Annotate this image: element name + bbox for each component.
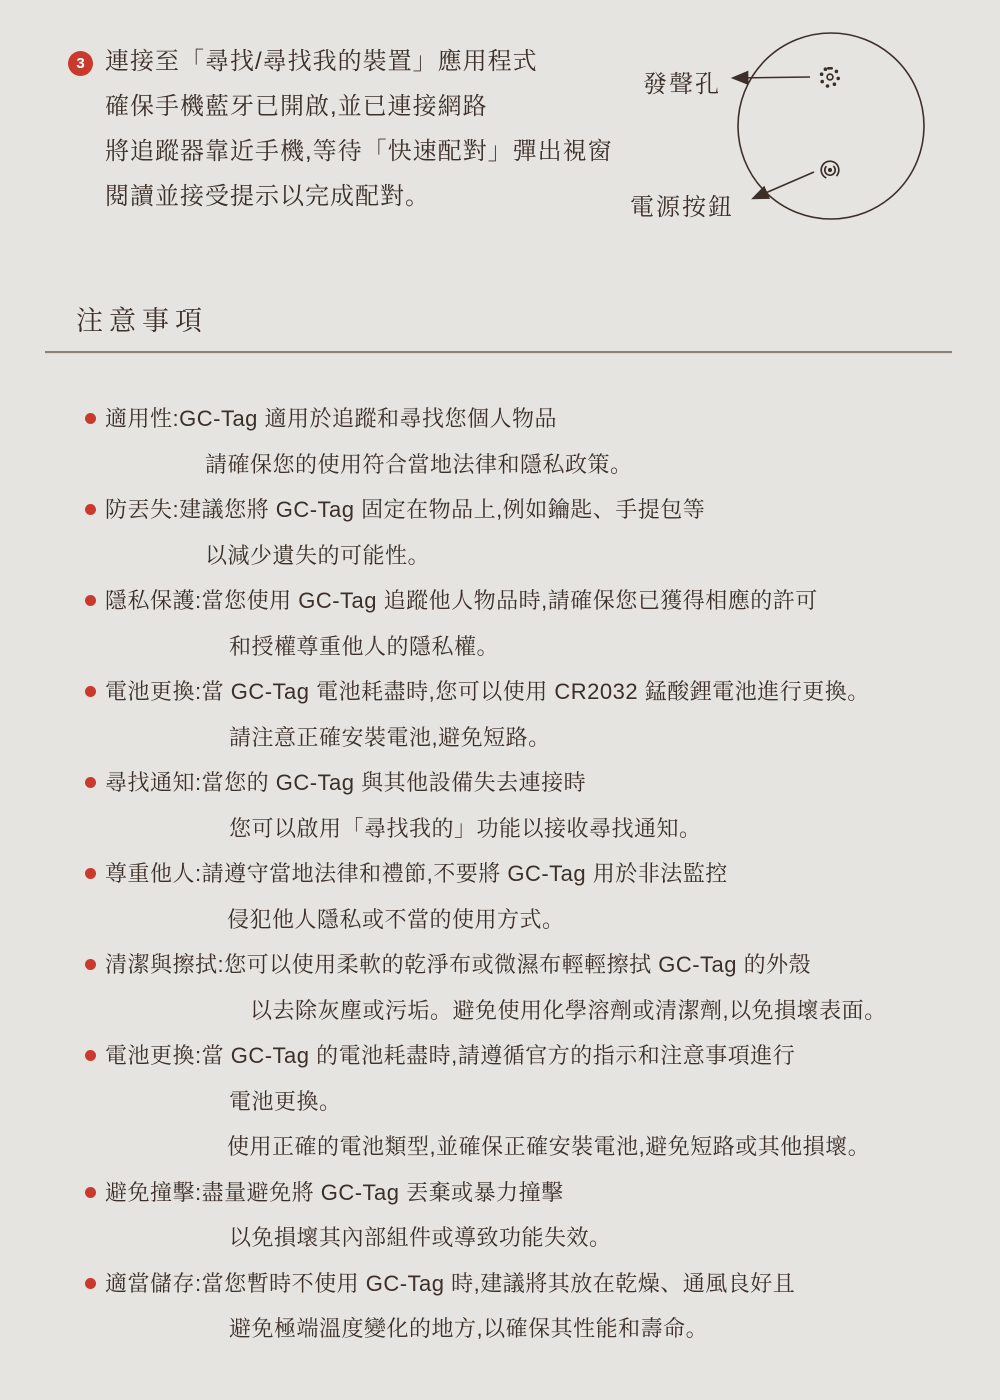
note-item [105, 487, 975, 578]
note-text [105, 760, 975, 851]
note-text [105, 578, 975, 669]
note-text [105, 487, 975, 578]
notes-list [105, 396, 975, 1352]
bullet-icon [85, 777, 96, 788]
bullet-icon [85, 1050, 96, 1061]
note-line: 避免極端溫度變化的地方,以確保其性能和壽命。 [229, 1316, 709, 1341]
step-instruction-line: 將追蹤器靠近手機,等待「快速配對」彈出視窗 [105, 138, 613, 165]
bullet-icon [85, 959, 96, 970]
bullet-icon [85, 868, 96, 879]
pairing-step-instructions [105, 39, 665, 219]
note-line: 尋找通知:當您的 GC-Tag 與其他設備失去連接時 [105, 770, 587, 795]
note-text [105, 942, 975, 1033]
note-line: 隱私保護:當您使用 GC-Tag 追蹤他人物品時,請確保您已獲得相應的許可 [105, 588, 818, 613]
bullet-icon [85, 686, 96, 697]
step-instruction-line: 閱讀並接受提示以完成配對。 [105, 183, 430, 210]
note-line: 防丟失:建議您將 GC-Tag 固定在物品上,例如鑰匙、手提包等 [105, 497, 706, 522]
note-line: 侵犯他人隱私或不當的使用方式。 [227, 906, 565, 932]
speaker-holes-icon [820, 67, 840, 88]
step-instruction-line: 連接至「尋找/尋找我的裝置」應用程式 [105, 48, 538, 75]
note-line: 請確保您的使用符合當地法律和隱私政策。 [205, 451, 633, 477]
note-text [105, 1261, 975, 1352]
note-line: 以去除灰塵或污垢。避免使用化學溶劑或清潔劑,以免損壞表面。 [250, 997, 887, 1023]
section-title: 注意事項 [76, 306, 208, 336]
bullet-icon [85, 1278, 96, 1289]
bullet-icon [85, 504, 96, 515]
speaker-hole-label: 發聲孔 [643, 71, 721, 98]
note-line: 清潔與擦拭:您可以使用柔軟的乾淨布或微濕布輕輕擦拭 GC-Tag 的外殼 [105, 952, 812, 977]
power-button-label: 電源按鈕 [630, 194, 734, 221]
note-item [105, 1033, 975, 1170]
note-line: 和授權尊重他人的隱私權。 [229, 633, 500, 659]
note-line: 以減少遺失的可能性。 [205, 542, 431, 568]
bullet-icon [85, 595, 96, 606]
note-item [105, 851, 975, 942]
note-text [105, 851, 975, 942]
note-item [105, 1170, 975, 1261]
note-text [105, 396, 975, 487]
device-body-circle [738, 33, 924, 219]
note-text [105, 1033, 975, 1170]
power-button-icon [818, 158, 841, 181]
section-divider [45, 351, 952, 354]
power-callout-arrow [754, 172, 814, 198]
note-line: 電池更換:當 GC-Tag 的電池耗盡時,請遵循官方的指示和注意事項進行 [105, 1043, 796, 1068]
note-line: 電池更換:當 GC-Tag 電池耗盡時,您可以使用 CR2032 錳酸鋰電池進行更換。 [105, 679, 870, 704]
step-number-badge: 3 [68, 51, 93, 76]
note-line: 避免撞擊:盡量避免將 GC-Tag 丟棄或暴力撞擊 [105, 1179, 564, 1205]
note-line: 以免損壞其內部組件或導致功能失效。 [229, 1225, 612, 1250]
note-line: 適當儲存:當您暫時不使用 GC-Tag 時,建議將其放在乾燥、通風良好且 [105, 1270, 796, 1296]
note-line: 適用性:GC-Tag 適用於追蹤和尋找您個人物品 [105, 406, 558, 431]
note-item [105, 669, 975, 760]
bullet-icon [85, 413, 96, 424]
note-line: 尊重他人:請遵守當地法律和禮節,不要將 GC-Tag 用於非法監控 [105, 861, 728, 886]
note-line: 電池更換。 [229, 1088, 342, 1114]
step-instruction-line: 確保手機藍牙已開啟,並已連接網路 [105, 93, 488, 120]
note-item [105, 578, 975, 669]
note-line: 請注意正確安裝電池,避免短路。 [229, 724, 551, 750]
note-item [105, 942, 975, 1033]
note-item [105, 760, 975, 851]
speaker-callout-arrow [734, 77, 810, 78]
note-line: 使用正確的電池類型,並確保正確安裝電池,避免短路或其他損壞。 [227, 1134, 871, 1159]
note-item [105, 1261, 975, 1352]
note-text [105, 1170, 975, 1261]
bullet-icon [85, 1187, 96, 1198]
note-item [105, 396, 975, 487]
note-text [105, 669, 975, 760]
note-line: 您可以啟用「尋找我的」功能以接收尋找通知。 [229, 815, 702, 841]
